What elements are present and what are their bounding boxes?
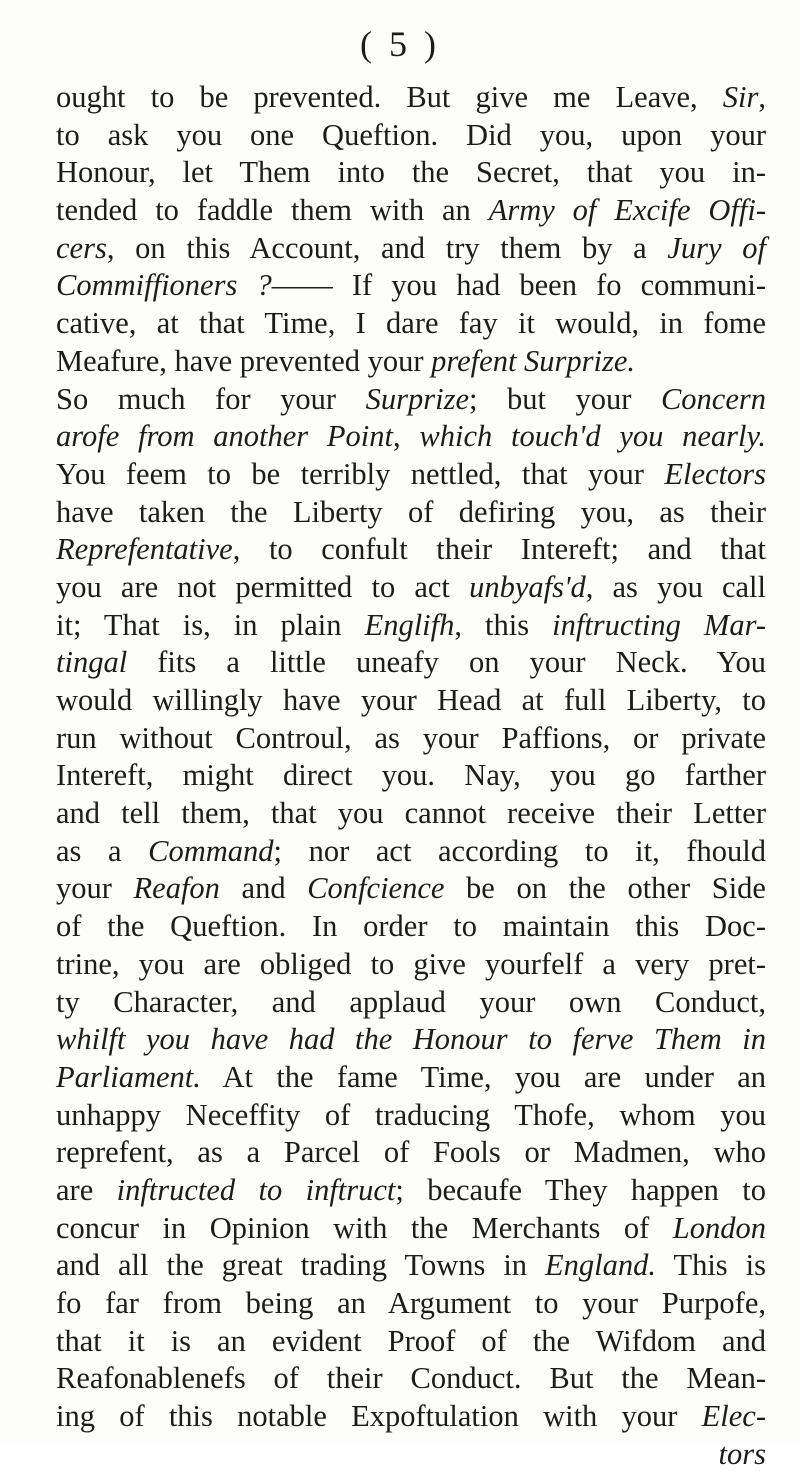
text-run: ty Character, and applaud your own Conduct, [56, 984, 766, 1019]
text-line [56, 381, 766, 419]
text-run: concur in Opinion with the Merchants of [56, 1210, 673, 1245]
text-line [56, 870, 766, 908]
text-line [56, 305, 766, 343]
italic-run: Surprize [365, 381, 469, 416]
text-run: , on this Account, and try them by a [106, 230, 668, 265]
text-run: Intereft, might direct you. Nay, you go farther [56, 758, 766, 793]
text-line [56, 267, 766, 305]
text-line [56, 644, 766, 682]
italic-run: which touch'd you nearly. [419, 419, 766, 454]
text-run: you are not permitted to act [56, 569, 470, 604]
text-run: Reafonablenefs of their Conduct. But the Mean- [56, 1361, 766, 1396]
text-run: This is [656, 1248, 766, 1283]
text-run: ing of this notable Expoftulation with your [56, 1399, 702, 1434]
text-line [56, 1285, 766, 1323]
text-run: run without Controul, as your Paffions, or private [56, 720, 766, 755]
text-line [56, 757, 766, 795]
italic-run: tingal [56, 645, 128, 680]
text-line [56, 1134, 766, 1172]
italic-run: arofe from another Point [56, 419, 393, 454]
text-run: You feem to be terribly nettled, that your [56, 456, 665, 491]
italic-run: prefent Surprize. [431, 343, 636, 378]
text-line [56, 1323, 766, 1361]
text-run: of the Queftion. In order to maintain this Doc- [56, 909, 766, 944]
text-line [56, 418, 766, 456]
text-run: your [56, 871, 134, 906]
text-line [56, 984, 766, 1022]
text-run: to ask you one Queftion. Did you, upon your [56, 117, 766, 152]
italic-run: Army of Excife Offi- [488, 193, 766, 228]
text-line [56, 946, 766, 984]
text-run: fo far from being an Argument to your Purpofe, [56, 1286, 766, 1320]
text-run: trine, you are obliged to give yourfelf a very pret- [56, 946, 766, 981]
body-text [56, 79, 766, 1473]
text-line [56, 494, 766, 532]
italic-run: Command [148, 833, 274, 868]
text-line [56, 1059, 766, 1097]
text-line [56, 1360, 766, 1398]
text-line [56, 1398, 766, 1436]
italic-run: Concern [660, 381, 766, 416]
text-line [56, 1021, 766, 1059]
italic-run: Elec- [701, 1399, 766, 1434]
italic-run: tors [718, 1436, 766, 1471]
text-run: So much for your [56, 381, 366, 416]
text-run: and tell them, that you cannot receive their Letter [56, 796, 766, 831]
text-run: —— If you had been fo communi- [271, 268, 766, 303]
text-run: would willingly have your Head at full Liberty, to [56, 683, 766, 717]
text-run: ; but your [468, 381, 661, 416]
italic-run: Reprefentative [56, 532, 233, 567]
italic-run: inftructed to inftruct [116, 1172, 396, 1207]
text-line [56, 230, 766, 268]
text-run: Meafure, have prevented your [56, 343, 432, 378]
italic-run: Sir [722, 80, 759, 114]
italic-run: Reafon [133, 871, 220, 906]
italic-run: Commiffioners ? [56, 268, 272, 303]
italic-run: Confcience [307, 871, 445, 906]
italic-run: London [672, 1210, 766, 1245]
italic-run: unbyafs'd [469, 569, 586, 604]
text-line [56, 607, 766, 645]
text-line [56, 531, 766, 569]
text-run: tended to faddle them with an [56, 193, 489, 228]
text-line [56, 1097, 766, 1135]
text-run: Honour, let Them into the Secret, that you in- [56, 155, 766, 190]
text-run: and [219, 871, 308, 906]
text-line [56, 154, 766, 192]
text-line [56, 908, 766, 946]
italic-run: Jury of [667, 230, 766, 265]
text-line [56, 456, 766, 494]
italic-run: inftructing Mar- [552, 607, 766, 642]
text-line [56, 795, 766, 833]
text-line [56, 192, 766, 230]
text-run: ; nor act according to it, fhould [273, 833, 766, 868]
text-run: that it is an evident Proof of the Wifdom and [56, 1323, 766, 1358]
text-line [56, 117, 766, 155]
text-run: , as you call [585, 569, 766, 604]
text-run: cative, at that Time, I dare fay it would, in fome [56, 306, 766, 341]
text-line [56, 343, 766, 381]
italic-run: Englifh [364, 607, 455, 642]
text-line [56, 720, 766, 758]
text-run: and all the great trading Towns in [56, 1248, 546, 1283]
text-run: , to confult their Intereft; and that [232, 532, 766, 567]
italic-run: cers [56, 230, 107, 265]
italic-run: Parliament. [56, 1059, 201, 1094]
text-line [56, 569, 766, 607]
text-run: unhappy Neceffity of traducing Thofe, whom you [56, 1097, 766, 1132]
text-line [56, 1172, 766, 1210]
text-run: ought to be prevented. But give me Leave, [56, 80, 723, 114]
text-run: as a [56, 833, 149, 868]
text-run: have taken the Liberty of defiring you, as their [56, 494, 766, 529]
text-run: , [393, 419, 420, 454]
text-line [56, 682, 766, 720]
text-run: be on the other Side [444, 871, 766, 906]
text-line [56, 833, 766, 871]
page-number: ( 5 ) [360, 24, 440, 64]
text-run: , [758, 80, 766, 114]
text-run: it; That is, in plain [56, 607, 365, 642]
text-line [56, 1210, 766, 1248]
text-run: ; becaufe They happen to [395, 1172, 766, 1207]
text-run: At the fame Time, you are under an [200, 1059, 766, 1094]
text-line [56, 1247, 766, 1285]
text-run: are [56, 1172, 117, 1207]
italic-run: Electors [664, 456, 766, 491]
italic-run: whilft you have had the Honour to ferve Them in [56, 1022, 766, 1057]
text-run: fits a little uneafy on your Neck. You [127, 645, 766, 680]
text-line [56, 1436, 766, 1473]
text-run: reprefent, as a Parcel of Fools or Madmen, who [56, 1135, 766, 1170]
text-line [56, 79, 766, 117]
italic-run: England. [545, 1248, 657, 1283]
text-run: , this [454, 607, 553, 642]
